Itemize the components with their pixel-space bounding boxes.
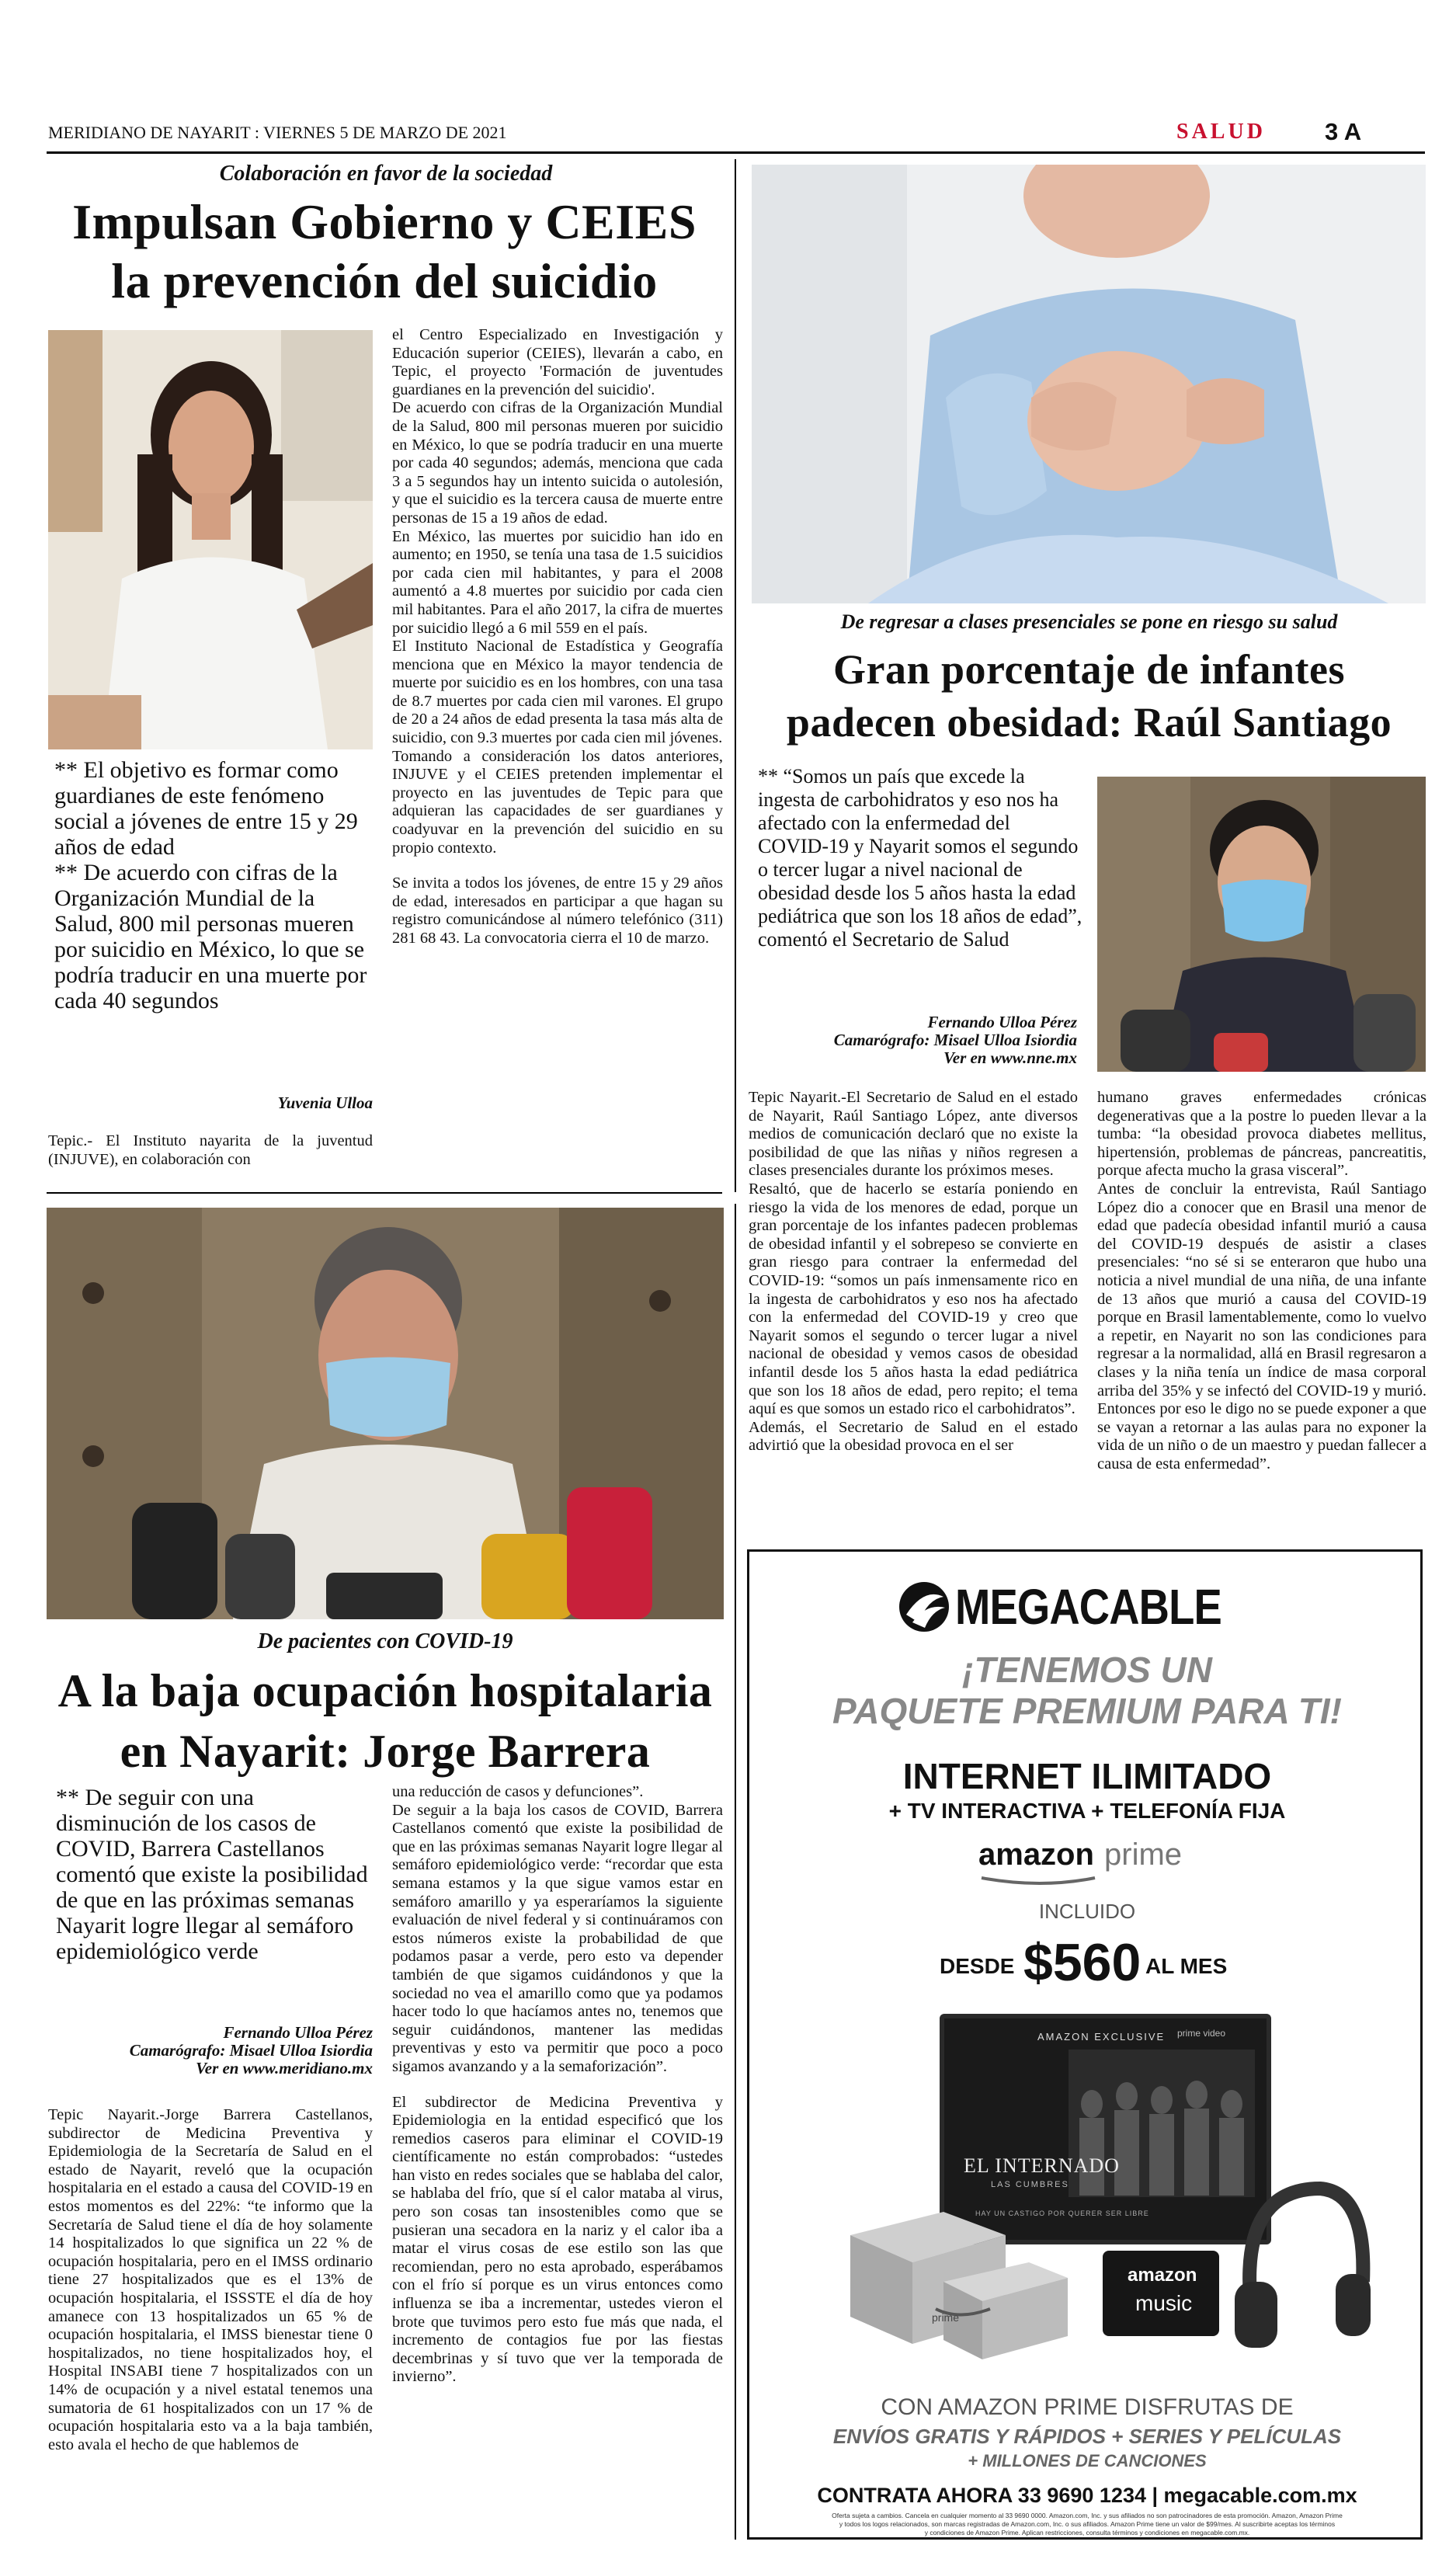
section-label: SALUD [1176,120,1266,144]
article1-paragraph-4: El Instituto Nacional de Estadística y Geografía menciona que en México la mayor tendencia de muerte por suicidio es en los hombres, con una tasa de 8.7 muertes por cada cien mil varones. El grupo de 20 a 24 años de edad presenta la tasa más alta de suicidio, con 9.3 muertes por cada cien mil jóvenes. [392,638,723,747]
article2-column2 [1097,1089,1426,1473]
screen-title: EL INTERNADO [964,2154,1120,2177]
article1-column2 [392,326,723,948]
article3-column2 [392,1783,723,2387]
article2-paragraph-3: Además, el Secretario de Salud en el estado advirtió que la obesidad provoca en el ser [749,1418,1078,1455]
article1-headline-line2: la prevención del suicidio [111,253,658,308]
article2-paragraph-4: humano graves enfermedades crónicas degenerativas que a la postre lo pueden llevar a la tumba: “la obesidad provoca diabetes mellitus, hipertensión, problemas de páncreas, pancreatitis, porque afecta mucho la grasa visceral”. [1097,1089,1426,1180]
ad-price-row [940,1932,1250,1994]
ad-per-month: AL MES [1145,1954,1228,1978]
article3-headline [36,1660,735,1782]
ad-bottom-3: + MILLONES DE CANCIONES [968,2451,1207,2470]
amazon-prime-logo [978,1838,1211,1884]
article3-highlight [56,1785,374,1964]
megacable-ad[interactable] [747,1549,1423,2540]
article1-paragraph-2: De acuerdo con cifras de la Organización Mundial de la Salud, 800 mil personas mueren por suicidio en México, lo que se podría traducir en una muerte por cada 40 segundos; además, menciona que cada 3 a 5 segundos hay un intento suicida o autolesión, y que el suicidio es la tercera causa de muerte entre personas de 15 a 19 años de edad. [392,399,723,527]
prime-word: prime [1104,1838,1183,1872]
article1-headline [39,193,730,311]
music-amazon-word: amazon [1128,2265,1197,2286]
article1-paragraph-6: Se invita a todos los jóvenes, de entre 15 y 29 años de edad, interesados en participar a que hagan su registro comunicándose al número telefónico (311) 281 68 43. La convocatoria cierra el 10 de marzo. [392,874,723,947]
article2-paragraph-5: Antes de concluir la entrevista, Raúl Santiago López dio a conocer que en Brasil una menor de edad que padecía obesidad infantil murió a causa del COVID-19 después de asistir a clases presenciales: “no sé si se enteraron que hubo una noticia a nivel mundial de una niña, de una infante de 13 años que murió a causa del COVID-19 porque en Brasil lamentablemente, como lo vuelvo a repetir, en Nayarit no son las condiciones para regresar a la normalidad, allá en Brasil regresaron a clases y la niña tenía un índice de masa corporal arriba del 35% y se infectó del COVID-19 y murió. Entonces por eso le digo no se puede exponer a que se vayan a retornar a las aulas para no exponer la vida de un niño o de un maestro y puedan fallecer a causa de esta enfermedad”. [1097,1180,1426,1472]
article3-paragraph-1: Tepic Nayarit.-Jorge Barrera Castellanos, subdirector de Medicina Preventiva y Epidemiologia de la Secretaría de Salud en el estado de Nayarit, reveló que la ocupación hospitalaria en el estado a causa del COVID-19 en estos momentos es del 22%: “te informo que la Secretaría de Salud tiene el día de hoy solamente 14 hospitalizados lo que significa un 22 % de ocupación hospitalaria, pero en el IMSS ordinario tiene 27 hospitalizados que es el 13% de ocupación hospitalaria, el ISSSTE el día de hoy amanece con 13 hospitalizados un 65 % de ocupación hospitalaria, el IMSS bienestar tiene 0 hospitalizados, no tiene hospitalizados hoy, el Hospital INSABI tiene 7 hospitalizados con un 14% de ocupación y a nivel estatal tenemos una sumatoria de 61 hospitalizados con un 17 % de ocupación hospitalaria esto va a la baja también, esto avala el hecho de que hablemos de [48,2106,373,2453]
article2-byline-author: Fernando Ulloa Pérez [927,1013,1077,1031]
column-divider-top [735,159,736,1192]
music-word: music [1135,2291,1193,2315]
ad-included: INCLUIDO [1038,1900,1136,1923]
article2-photo-secretary [1097,777,1426,1072]
ad-fine-print-3: y condiciones de Amazon Prime. Aplican restricciones, consulta términos y condiciones en megacable.com.mx. [924,2529,1250,2536]
ad-tagline-2: PAQUETE PREMIUM PARA TI! [832,1691,1342,1731]
article1-lead [48,1132,373,1169]
megacable-brand: MEGACABLE [955,1579,1221,1635]
ad-tagline-1: ¡TENEMOS UN [962,1650,1212,1690]
article2-byline [747,1014,1077,1067]
article1-paragraph-1: el Centro Especializado en Investigación y Educación superior (CEIES), llevarán a cabo, en Tepic, el proyecto 'Formación de juventudes guardianes en la prevención del suicidio'. [392,326,723,398]
ad-amazon-music [1103,2251,1219,2336]
article2-highlight-text: ** “Somos un país que excede la ingesta de carbohidratos y eso nos ha afectado con la enfermedad del COVID-19 y Nayarit somos el segundo o tercer lugar a nivel nacional de obesidad desde los 5 años hasta la edad pediátrica que son los 18 años de edad”, comentó el Secretario de Salud [758,765,1082,951]
article2-headline [745,643,1433,749]
screen-exclusive: AMAZON EXCLUSIVE [1037,2031,1166,2043]
ad-price: $560 [1023,1933,1142,1992]
ad-contact[interactable]: CONTRATA AHORA 33 9690 1234 | megacable.com.mx [817,2484,1357,2507]
ad-fine-print-1: Oferta sujeta a cambios. Cancela en cualquier momento al 33 9690 0000. Amazon.com, Inc. y sus afiliados no son patrocinadores de esta promoción. Amazon, Amazon Prime [832,2512,1343,2519]
ad-from: DESDE [940,1954,1015,1978]
ad-bottom-2: ENVÍOS GRATIS Y RÁPIDOS + SERIES Y PELÍCULAS [832,2425,1342,2448]
article3-photo [47,1208,724,1619]
megacable-swirl-icon [897,1580,951,1634]
article1-kicker: Colaboración en favor de la sociedad [219,162,553,186]
article3-headline-line1: A la baja ocupación hospitalaria [57,1665,713,1716]
ad-headphones-icon [1227,2165,1374,2352]
article3-byline-camera: Camarógrafo: Misael Ulloa Isiordia [129,2041,373,2060]
ad-prime-boxes-icon [835,2165,1075,2367]
megacable-logo [897,1575,1285,1637]
article1-highlight-2: ** De acuerdo con cifras de la Organización Mundial de la Salud, 800 mil personas mueren por suicidio en México, lo que se podría traducir en una muerte por cada 40 segundos [54,860,367,1014]
article2-headline-line2: padecen obesidad: Raúl Santiago [786,699,1392,746]
header-rule [47,151,1425,154]
article3-column1 [48,2106,373,2454]
article1-highlights [54,757,373,1014]
article2-kicker: De regresar a clases presenciales se pone en riesgo su salud [840,610,1338,633]
screen-subtitle: LAS CUMBRES [991,2180,1069,2189]
article3-byline-author: Fernando Ulloa Pérez [223,2023,373,2042]
article3-paragraph-3: De seguir a la baja los casos de COVID, Barrera Castellanos comentó que existe la posibilidad de que en las próximas semanas Nayarit logre llegar al semáforo epidemiológico verde: “recordar que esta semana estamos y la que sigue vamos estar en semáforo amarillo y ya esperaríamos la siguiente evaluación de nivel federal y si continuáramos con estos números existe la probabilidad de que podamos pasar a verde, pero esto va depender también de que sigamos cuidándonos y que la sociedad no vea el amarillo como que ya podamos hacer todo lo que hacíamos antes no, tenemos que seguir cuidándonos, mantener las medidas preventivas y esto va permitir que poco a poco sigamos avanzando y a la semaforización”. [392,1801,723,2075]
amazon-smile-icon [978,1875,1103,1887]
article2-paragraph-2: Resaltó, que de hacerlo se estaría poniendo en riesgo la vida de los menores de edad, porque un gran porcentaje de los infantes padecen problemas de obesidad infantil y el sobrepeso se convierte en gran riesgo para contraer la enfermedad del COVID-19: “somos un país inmensamente rico en la ingesta de carbohidratos y eso nos ha afectado con la enfermedad del COVID-19 y creo que Nayarit somos el segundo o tercer lugar a nivel nacional de obesidad y vemos casos de obesidad infantil desde los 5 años hasta la edad pediátrica que son los 18 años de edad, pero repito; el tema aquí es que somos un estado rico el carbohidratos”. [749,1180,1078,1418]
article3-byline [48,2024,373,2077]
article2-byline-web: Ver en www.nne.mx [943,1048,1077,1067]
ad-fine-print-2: y todos los logos relacionados, son marcas registradas de Amazon.com, Inc. o sus afiliados. Amazon Prime tiene un valor de $99/mes. Al suscribirte aceptas los términos [839,2520,1336,2528]
article3-paragraph-4: El subdirector de Medicina Preventiva y Epidemiologia en la entidad especificó que los remedios caseros para eliminar el COVID-19 científicamente no están comprobados: “ustedes han visto en redes sociales que se hablaba del calor, se hablaba del frío, que sí el calor mataba al virus, pero son cosas tan insostenibles como que se pusieran una secadora en la nariz y el calor iba a matar el virus cosas de ese estilo son las que recomiendan, pero no esta aprobado, esperábamos con el frío sí porque es un virus entonces como influenza se iba a incrementar, ustedes vieron el brote que tuvimos pero esto fue más que nada, el incremento de contagios fue por las fiestas decembrinas y sí tuvo que ver la temporada de invierno”. [392,2093,723,2386]
article2-highlight [758,765,1084,951]
page-number: 3 A [1325,118,1362,145]
article3-byline-web: Ver en www.meridiano.mx [196,2059,373,2077]
article1-highlight-1: ** El objetivo es formar como guardianes de este fenómeno social a jóvenes de entre 15 y 29 años de edad [54,757,358,860]
article3-headline-line2: en Nayarit: Jorge Barrera [120,1726,651,1777]
article1-photo [48,330,373,749]
article-divider-left [47,1192,722,1194]
article2-headline-line1: Gran porcentaje de infantes [833,646,1345,693]
article1-byline: Yuvenia Ulloa [277,1093,373,1112]
article1-headline-line1: Impulsan Gobierno y CEIES [72,194,697,249]
article1-paragraph-5: Tomando a consideración los datos anteriores, INJUVE y el CEIES pretenden implementar el proyecto en las juventudes de Tepic para que adquieran las capacidades de ser guardianes y coadyuvar en la prevención del suicidio en su propio contexto. [392,747,723,857]
article3-paragraph-2: una reducción de casos y defunciones”. [392,1783,644,1800]
ad-internet: INTERNET ILIMITADO [902,1756,1272,1796]
ad-bottom-1: CON AMAZON PRIME DISFRUTAS DE [881,2394,1294,2420]
article3-highlight-text: ** De seguir con una disminución de los casos de COVID, Barrera Castellanos comentó que existe la posibilidad de que en las próximas semanas Nayarit logre llegar al semáforo epidemiológico verde [56,1785,368,1964]
article2-column1 [749,1089,1078,1455]
screen-video: prime video [1177,2028,1226,2039]
article2-byline-camera: Camarógrafo: Misael Ulloa Isiordia [833,1031,1077,1049]
column-divider-bottom [735,1204,736,2540]
article1-lead-paragraph: Tepic.- El Instituto nayarita de la juventud (INJUVE), en colaboración con [48,1132,373,1168]
masthead-line: MERIDIANO DE NAYARIT : VIERNES 5 DE MARZO DE 2021 [48,123,507,142]
article2-paragraph-1: Tepic Nayarit.-El Secretario de Salud en el estado de Nayarit, Raúl Santiago López, ante diversos medios de comunicación declaró que no existe la posibilidad de que las niñas y niños regresen a clases presenciales durante los próximos meses. [749,1089,1078,1180]
article2-photo [752,165,1426,603]
ad-box-label: prime [932,2311,960,2324]
article1-paragraph-3: En México, las muertes por suicidio han ido en aumento; en 1950, se tenía una tasa de 1.5 suicidios por cada cien mil habitantes, y para el 2008 aumentó a 4.8 muertes por suicidio por cada cien mil habitantes. Para el año 2017, la cifra de muertes por suicidio llegó a 6 mil 559 en el país. [392,527,723,637]
article3-kicker: De pacientes con COVID-19 [257,1629,513,1653]
ad-extras: + TV INTERACTIVA + TELEFONÍA FIJA [888,1799,1286,1823]
amazon-word: amazon [978,1838,1094,1872]
screen-tagline: HAY UN CASTIGO POR QUERER SER LIBRE [975,2210,1149,2217]
